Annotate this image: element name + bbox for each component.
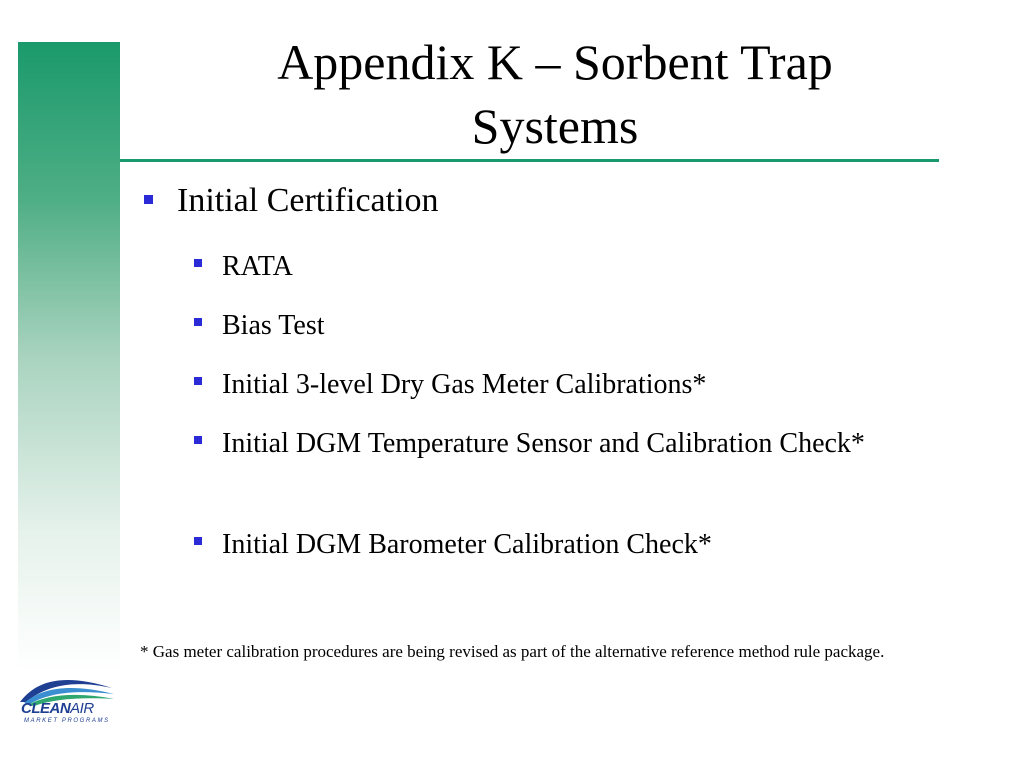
square-bullet-icon — [194, 537, 202, 545]
logo-wordmark — [21, 700, 94, 717]
slide-title-line1: Appendix K – Sorbent Trap — [277, 34, 833, 90]
sub-bullet-text: Initial DGM Temperature Sensor and Calibration Check* — [222, 428, 865, 459]
square-bullet-icon — [194, 318, 202, 326]
logo-word-clean: CLEAN — [21, 700, 71, 717]
logo-subtitle: MARKET PROGRAMS — [24, 718, 110, 724]
footnote: * Gas meter calibration procedures are being revised as part of the alternative reference method rule package. — [140, 642, 885, 661]
square-bullet-icon — [144, 195, 153, 204]
clean-air-logo — [16, 672, 116, 732]
sub-bullet-text: RATA — [222, 251, 293, 282]
square-bullet-icon — [194, 377, 202, 385]
square-bullet-icon — [194, 436, 202, 444]
logo-word-air: AIR — [70, 700, 94, 717]
sub-bullet-text: Bias Test — [222, 310, 325, 341]
square-bullet-icon — [194, 259, 202, 267]
slide-title-line2: Systems — [471, 98, 639, 154]
bullet-text: Initial Certification — [177, 182, 439, 219]
sub-bullet-text: Initial DGM Barometer Calibration Check* — [222, 529, 712, 560]
sub-bullet-text: Initial 3-level Dry Gas Meter Calibrations* — [222, 369, 707, 400]
